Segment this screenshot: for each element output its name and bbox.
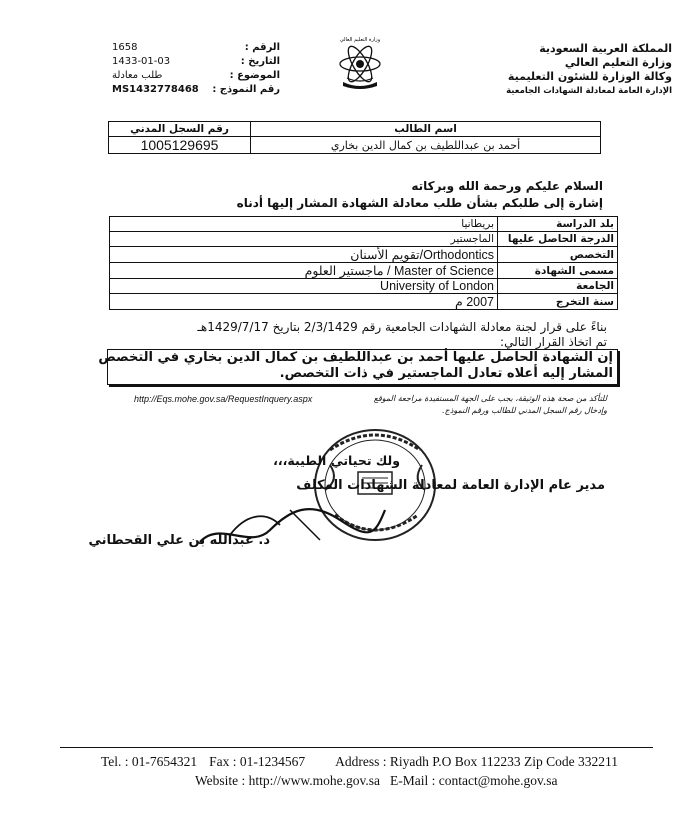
- ministry-logo-icon: [335, 34, 385, 92]
- table-row: [110, 279, 618, 294]
- study-country-label: بلد الدراسة: [498, 217, 618, 232]
- graduation-year-label: سنة التخرج: [498, 294, 618, 310]
- table-row: [110, 263, 618, 279]
- deputyship-name: وكالة الوزارة للشئون التعليمية: [507, 70, 672, 83]
- signer-name: د. عبدالله بن علي القحطاني: [88, 533, 270, 548]
- signer-title: مدير عام الإدارة العامة لمعادلة الشهادات المكلف: [296, 478, 605, 493]
- footer-divider: [60, 747, 653, 748]
- civil-id-header: رقم السجل المدني: [109, 122, 251, 137]
- footer-website: Website : http://www.mohe.gov.sa: [195, 773, 381, 788]
- civil-id: 1005129695: [109, 137, 251, 154]
- reference-number: 1658: [112, 42, 138, 53]
- footer-address: Address : Riyadh P.O Box 112233 Zip Code 332211: [335, 754, 619, 769]
- study-country: بريطانيا: [110, 217, 498, 232]
- form-number: MS1432778468: [112, 84, 199, 95]
- student-name: أحمد بن عبداللطيف بن كمال الدين بخاري: [251, 137, 601, 154]
- footer-fax: Fax : 01-1234567: [209, 754, 306, 769]
- letter-date: 1433-01-03: [112, 56, 171, 67]
- table-header-row: [109, 122, 601, 137]
- decision-box: [98, 349, 618, 385]
- university-label: الجامعة: [498, 279, 618, 294]
- certificate-details-table: [109, 216, 618, 310]
- table-row: [110, 232, 618, 247]
- footer-email: E-Mail : contact@mohe.gov.sa: [390, 773, 558, 788]
- certificate-title-label: مسمى الشهادة: [498, 263, 618, 279]
- kingdom-name: المملكة العربية السعودية: [539, 42, 672, 55]
- table-row: [110, 247, 618, 263]
- degree-obtained: الماجستير: [110, 232, 498, 247]
- subject-row: الموضوع : طلب معادلة: [112, 70, 280, 81]
- specialization: Orthodontics/تقويم الأسنان: [110, 247, 498, 263]
- letter-reference-block: [112, 41, 280, 97]
- verification-note: للتأكد من صحة هذه الوثيقة، يجب على الجهة المستفيدة مراجعة الموقع: [373, 394, 607, 403]
- date-row: التاريخ : 1433-01-03: [112, 56, 280, 67]
- university: University of London: [110, 279, 498, 294]
- department-name: الإدارة العامة لمعادلة الشهادات الجامعية: [506, 86, 672, 96]
- specialization-label: التخصص: [498, 247, 618, 263]
- salutation: السلام عليكم ورحمة الله وبركاته: [411, 179, 603, 193]
- reference-number-row: الرقم : 1658: [112, 42, 280, 53]
- table-row: [110, 294, 618, 310]
- student-table: [108, 121, 601, 154]
- decision-text-line1: إن الشهادة الحاصل عليها أحمد بن عبداللطيف بن كمال الدين بخاري في التخصص: [98, 350, 613, 365]
- table-row: [110, 217, 618, 232]
- svg-text:وزارة التعليم العالي: وزارة التعليم العالي: [339, 37, 381, 43]
- decision-intro: تم اتخاذ القرار التالي:: [500, 335, 607, 349]
- form-number-row: رقم النموذج : MS1432778468: [112, 84, 280, 95]
- verification-instructions: وإدخال رقم السجل المدني للطالب ورقم النموذج.: [442, 406, 607, 415]
- student-name-header: اسم الطالب: [251, 122, 601, 137]
- letterhead-ministry: [442, 42, 672, 98]
- decision-text-line2: المشار إليه أعلاه تعادل الماجستير في ذات التخصص.: [279, 366, 613, 381]
- table-row: [109, 137, 601, 154]
- graduation-year: 2007 م: [110, 294, 498, 310]
- certificate-title: Master of Science / ماجستير العلوم: [110, 263, 498, 279]
- degree-label: الدرجة الحاصل عليها: [498, 232, 618, 247]
- reference-sentence: إشارة إلى طلبكم بشأن طلب معادلة الشهادة المشار إليها أدناه: [236, 196, 603, 210]
- footer-web-line: [195, 773, 558, 789]
- closing-regards: ولك تحياتي الطيبة،،،: [273, 453, 400, 468]
- committee-decision-reference: بناءً على قرار لجنة معادلة الشهادات الجامعية رقم 2/3/1429 بتاريخ 1429/7/17هـ: [197, 320, 607, 334]
- letter-subject: طلب معادلة: [112, 70, 163, 81]
- ministry-name: وزارة التعليم العالي: [564, 56, 672, 69]
- footer-contact-line: [101, 754, 618, 770]
- verification-url: http://Eqs.mohe.gov.sa/RequestInquery.aspx: [134, 394, 313, 404]
- footer-tel: Tel. : 01-7654321: [101, 754, 198, 769]
